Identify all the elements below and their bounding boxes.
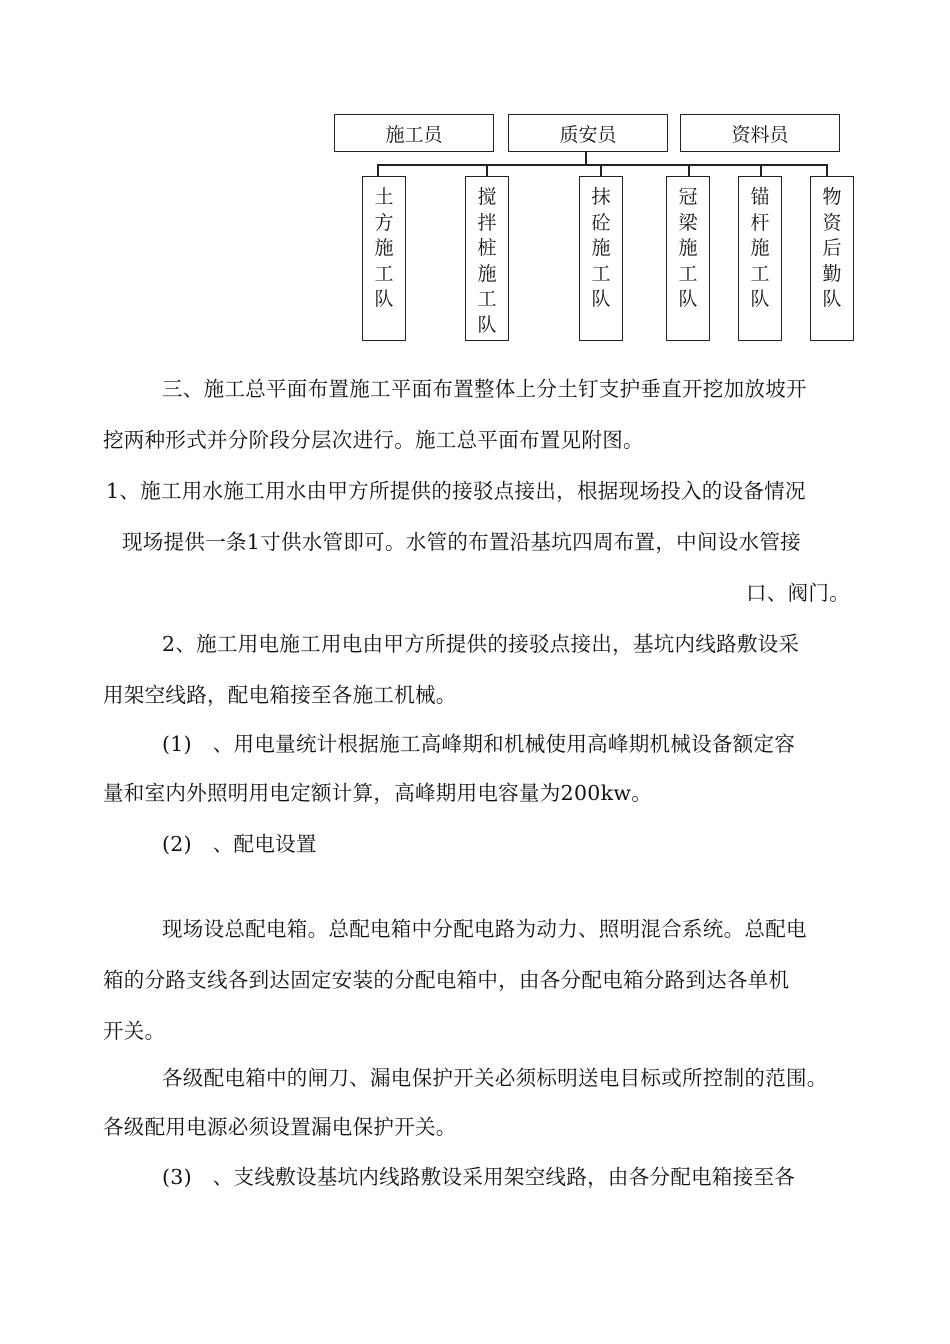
text-line: 各级配用电源必须设置漏电保护开关。 bbox=[103, 1115, 457, 1139]
text-line: 箱的分路支线各到达固定安装的分配电箱中，由各分配电箱分路到达各单机 bbox=[103, 968, 790, 992]
org-box-construction-officer bbox=[334, 114, 494, 152]
team-char: 队 bbox=[750, 288, 770, 310]
team-char: 抹 bbox=[591, 186, 611, 208]
team-char: 物 bbox=[822, 186, 842, 208]
org-team-mixing-pile bbox=[465, 176, 509, 341]
connector-drop bbox=[688, 164, 690, 176]
team-char: 队 bbox=[477, 313, 497, 336]
org-team-crown-beam bbox=[666, 176, 710, 341]
text-line: 三、施工总平面布置施工平面布置整体上分土钉支护垂直开挖加放坡开 bbox=[162, 377, 807, 401]
team-char: 队 bbox=[591, 288, 611, 310]
team-char: 勤 bbox=[822, 262, 842, 285]
text-line: (2) 、配电设置 bbox=[162, 832, 317, 856]
team-char: 资 bbox=[822, 211, 842, 234]
team-char: 后 bbox=[822, 237, 842, 259]
team-char: 施 bbox=[678, 237, 698, 259]
org-team-plastering-concrete bbox=[579, 176, 623, 341]
team-char: 工 bbox=[477, 288, 497, 310]
org-team-logistics bbox=[810, 176, 854, 341]
team-char: 工 bbox=[374, 262, 394, 285]
team-char: 施 bbox=[374, 237, 394, 259]
org-box-documentation-officer bbox=[680, 114, 840, 152]
org-box-label: 资料员 bbox=[731, 123, 789, 146]
text-line: 1、施工用水施工用水由甲方所提供的接驳点接出，根据现场投入的设备情况 bbox=[106, 479, 806, 503]
text-line: 现场提供一条1寸供水管即可。水管的布置沿基坑四周布置，中间设水管接 bbox=[122, 530, 801, 554]
team-char: 施 bbox=[591, 237, 611, 259]
text-line: (1) 、用电量统计根据施工高峰期和机械使用高峰期机械设备额定容 bbox=[162, 732, 796, 756]
team-char: 队 bbox=[822, 288, 842, 310]
team-char: 锚 bbox=[750, 186, 770, 208]
org-team-earthwork bbox=[362, 176, 406, 341]
team-char: 土 bbox=[374, 186, 394, 208]
connector-drop bbox=[377, 164, 379, 176]
team-char: 队 bbox=[678, 288, 698, 310]
team-char: 工 bbox=[750, 262, 770, 285]
text-line: 2、施工用电施工用电由甲方所提供的接驳点接出，基坑内线路敷设采 bbox=[162, 632, 800, 656]
org-box-label: 施工员 bbox=[385, 123, 443, 146]
team-char: 拌 bbox=[477, 211, 497, 234]
team-char: 施 bbox=[750, 237, 770, 259]
text-line: 各级配电箱中的闸刀、漏电保护开关必须标明送电目标或所控制的范围。 bbox=[162, 1066, 828, 1090]
team-char: 杆 bbox=[750, 211, 770, 234]
team-char: 工 bbox=[591, 262, 611, 285]
text-line: 挖两种形式并分阶段分层次进行。施工总平面布置见附图。 bbox=[103, 428, 644, 452]
connector-drop bbox=[600, 164, 602, 176]
team-char: 冠 bbox=[678, 186, 698, 208]
team-char: 方 bbox=[374, 211, 394, 234]
text-line: 开关。 bbox=[103, 1019, 166, 1043]
text-line: 量和室内外照明用电定额计算，高峰期用电容量为200kw。 bbox=[103, 781, 652, 805]
connector-drop bbox=[826, 164, 828, 176]
team-char: 队 bbox=[374, 288, 394, 310]
connector-trunk bbox=[585, 152, 587, 164]
team-char: 砼 bbox=[591, 211, 611, 234]
team-char: 梁 bbox=[678, 211, 698, 234]
connector-drop bbox=[760, 164, 762, 176]
team-char: 搅 bbox=[477, 186, 497, 208]
text-line: 用架空线路，配电箱接至各施工机械。 bbox=[103, 683, 457, 707]
team-char: 工 bbox=[678, 262, 698, 285]
team-char: 施 bbox=[477, 262, 497, 285]
org-team-anchor-rod bbox=[738, 176, 782, 341]
text-line: 现场设总配电箱。总配电箱中分配电路为动力、照明混合系统。总配电 bbox=[162, 917, 807, 941]
text-line: 口、阀门。 bbox=[746, 581, 850, 605]
text-line: (3) 、支线敷设基坑内线路敷设采用架空线路，由各分配电箱接至各 bbox=[162, 1165, 796, 1189]
org-box-quality-safety-officer bbox=[508, 114, 668, 152]
connector-drop bbox=[486, 164, 488, 176]
org-box-label: 质安员 bbox=[559, 123, 617, 146]
team-char: 桩 bbox=[477, 237, 497, 259]
